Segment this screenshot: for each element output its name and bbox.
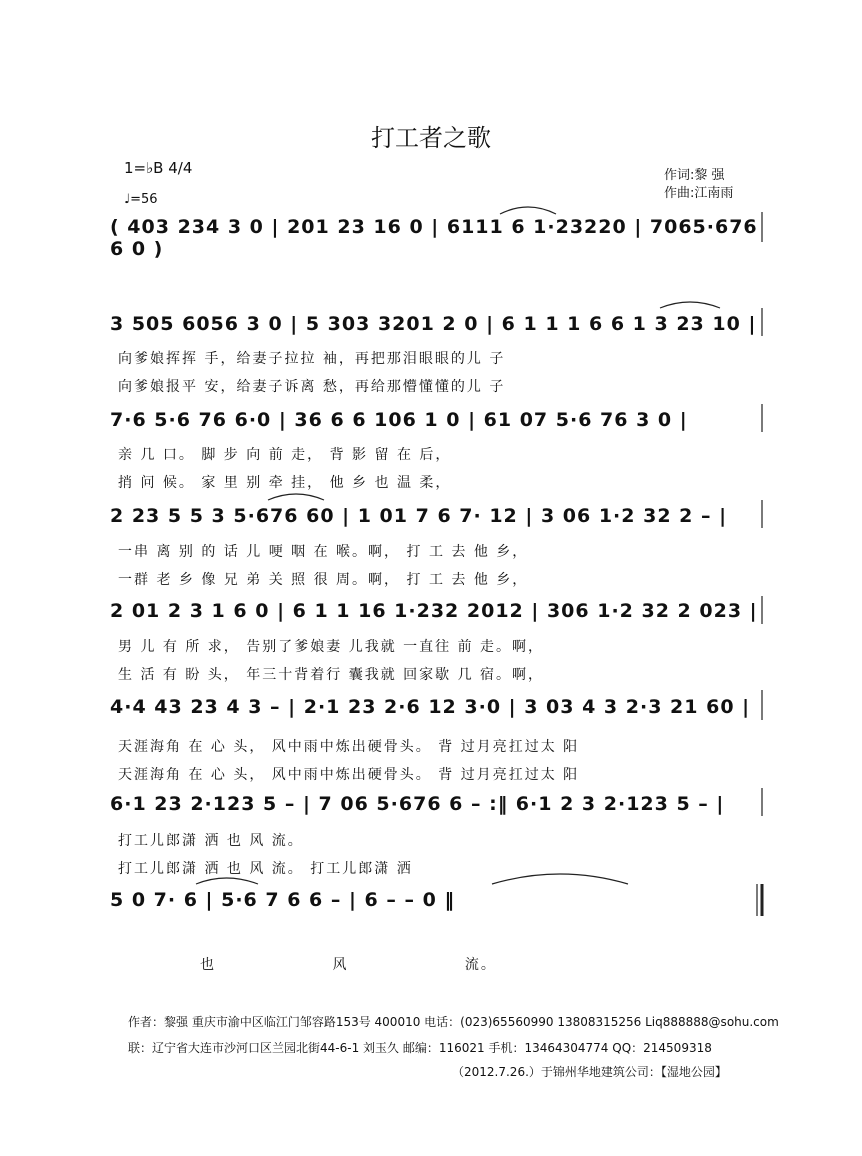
notation-line: 2 23 5 5 3 5·676 60 | 1 01 7 6 7· 12 | 3 06 1·2 32 2 – | (110, 505, 728, 527)
lyrics-verse-2: 打工儿郎潇 洒 也 风 流。 打工儿郎潇 洒 (118, 861, 413, 877)
lyrics-verse-1: 天涯海角 在 心 头， 风中雨中炼出硬骨头。 背 过月亮扛过太 阳 (118, 739, 580, 755)
lyrics-verse-1: 向爹娘挥挥 手，给妻子拉拉 袖，再把那泪眼眼的儿 子 (118, 351, 506, 367)
footer-contact-1: 作者：黎强 重庆市渝中区临江门邹容路153号 400010 电话：(023)65560990 13808315256 Liq888888@sohu.com (128, 1015, 779, 1029)
notation-line: 5 0 7· 6 | 5·6 7 6 6 – | 6 – – 0 ‖ (110, 889, 455, 911)
notation-line: ( 403 234 3 0 | 201 23 16 0 | 6111 6 1·23220 | 7065·676 6 0 ) (110, 216, 758, 260)
lyrics-verse-1: 一串 离 别 的 话 儿 哽 咽 在 喉。啊， 打 工 去 他 乡， (118, 544, 529, 560)
notation-line: 4·4 43 23 4 3 – | 2·1 23 2·6 12 3·0 | 3 03 4 3 2·3 21 60 | (110, 696, 751, 718)
lyrics-verse-1: 也 风 流。 (200, 957, 497, 973)
lyrics-verse-2: 捎 问 候。 家 里 别 牵 挂， 他 乡 也 温 柔， (118, 475, 452, 491)
lyrics-verse-2: 天涯海角 在 心 头， 风中雨中炼出硬骨头。 背 过月亮扛过太 阳 (118, 767, 580, 783)
footer-contact-2: 联：辽宁省大连市沙河口区兰园北街44-6-1 刘玉久 邮编：116021 手机：13464304774 QQ：214509318 (128, 1041, 712, 1055)
notation-line: 2 01 2 3 1 6 0 | 6 1 1 16 1·232 2012 | 306 1·2 32 2 023 | (110, 600, 758, 622)
page-title: 打工者之歌 (371, 124, 491, 152)
composer-credit: 作曲:江南雨 (664, 186, 734, 201)
lyricist-credit: 作词:黎 强 (664, 168, 725, 183)
lyrics-verse-2: 向爹娘报平 安，给妻子诉离 愁，再给那懵懂懂的儿 子 (118, 379, 506, 395)
key-signature: 1=♭B 4/4 (124, 159, 193, 177)
notation-line: 6·1 23 2·123 5 – | 7 06 5·676 6 – :‖ 6·1 2 3 2·123 5 – | (110, 793, 725, 815)
notation-line: 3 505 6056 3 0 | 5 303 3201 2 0 | 6 1 1 1 6 6 1 3 23 10 | (110, 313, 757, 335)
lyrics-verse-2: 生 活 有 盼 头， 年三十背着行 囊我就 回家歇 几 宿。啊， (118, 667, 545, 683)
tempo-marking: ♩=56 (124, 192, 158, 207)
lyrics-verse-1: 亲 几 口。 脚 步 向 前 走， 背 影 留 在 后， (118, 447, 452, 463)
lyrics-verse-1: 打工儿郎潇 洒 也 风 流。 (118, 833, 304, 849)
lyrics-verse-1: 男 儿 有 所 求， 告别了爹娘妻 儿我就 一直往 前 走。啊， (118, 639, 545, 655)
lyrics-verse-2: 一群 老 乡 像 兄 弟 关 照 很 周。啊， 打 工 去 他 乡， (118, 572, 529, 588)
footer-date: （2012.7.26.）于锦州华地建筑公司：【湿地公园】 (452, 1065, 727, 1079)
notation-line: 7·6 5·6 76 6·0 | 36 6 6 106 1 0 | 61 07 5·6 76 3 0 | (110, 409, 688, 431)
